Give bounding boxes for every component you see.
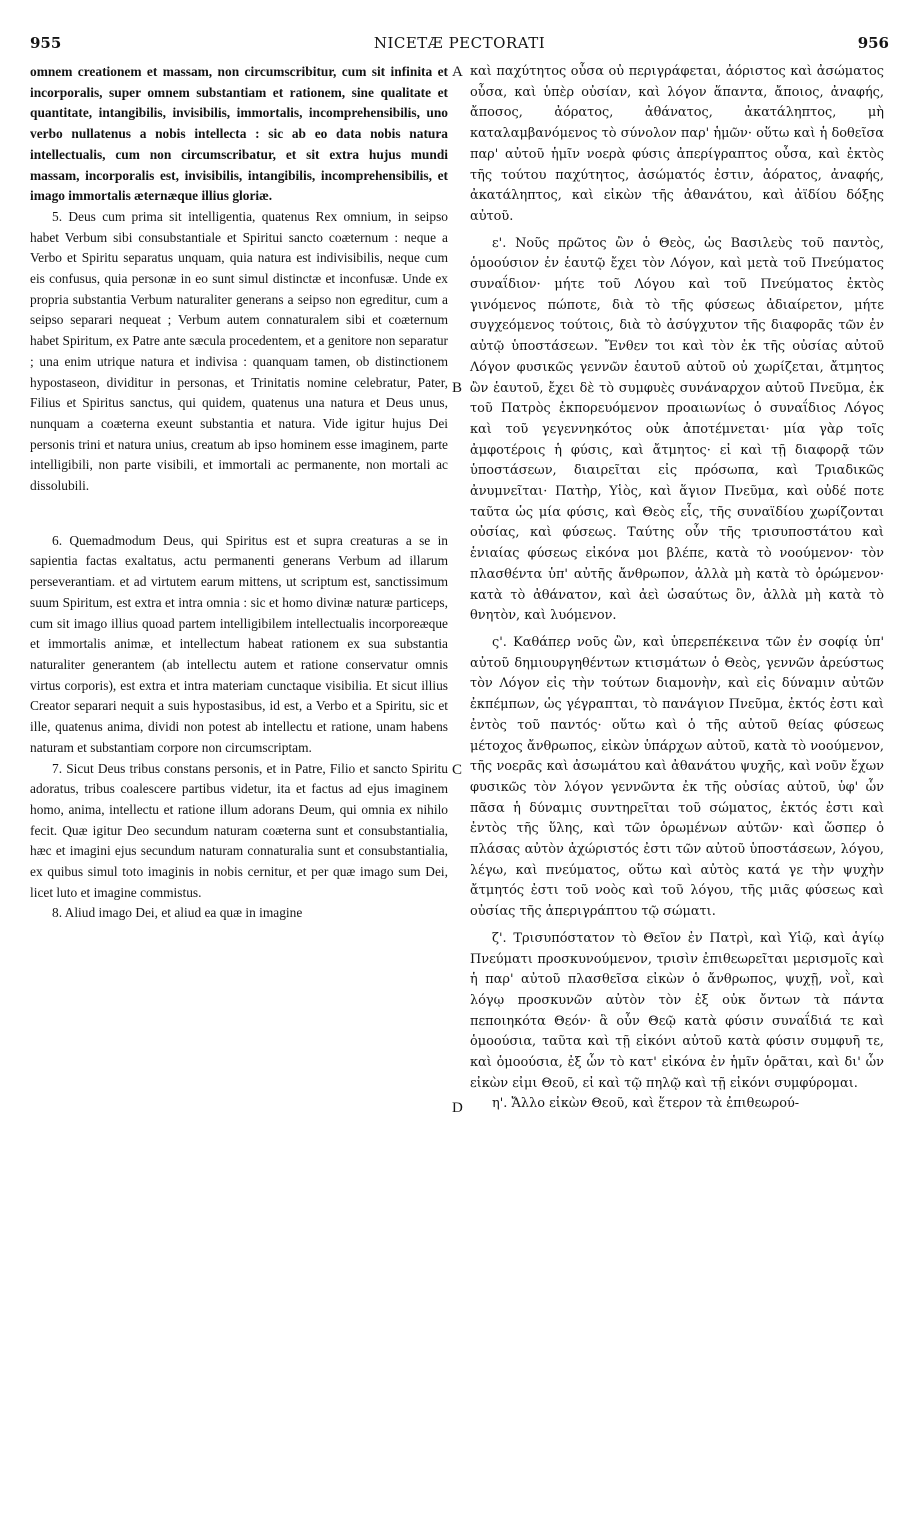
- latin-paragraph-7: 7. Sicut Deus tribus constans personis, et in Patre, Filio et sancto Spiritu adoratus, tribus coalescere partibus videtur, ita et factus ad ejus imaginem homo, anima, intellectu et ratione illum adorans Deum, qui omnia ex nihilo fecit. Quæ igitur Deo secundum naturam coæterna sunt et consubstantialia, hæc et imagini ejus secundum naturam connaturalia sunt et consubstantialia, ex quibus simul toto imaginis in nobis cernitur, et per quæ imago sum Dei, licet luto et imagine commistus.: [30, 760, 448, 900]
- latin-paragraph-8: 8. Aliud imago Dei, et aliud ea quæ in imagine: [52, 905, 303, 921]
- latin-column: [30, 62, 448, 924]
- running-title: NICETÆ PECTORATI: [373, 34, 546, 52]
- page-number-right: 956: [857, 34, 889, 52]
- margin-marker-d: D: [452, 1100, 463, 1116]
- margin-marker-c: C: [452, 762, 463, 778]
- greek-paragraph-7: ζ'. Τρισυπόστατον τὸ Θεῖον ἐν Πατρὶ, καὶ Υἱῷ, καὶ ἁγίῳ Πνεύματι προσκυνούμενον, τρισὶν ἐπιθεωρεῖται μερισμοῖς καὶ ἡ παρ' αὐτοῦ πλασθεῖσα εἰκὼν ὁ ἄνθρωπος, ψυχῇ, νοῒ, καὶ λόγῳ προσκυνῶν αὐτὸν τὸν ἐξ οὐκ ὄντων τὰ πάντα πεποιηκότα Θεόν· ἃ οὖν Θεῷ κατὰ φύσιν συναΐδιά τε καὶ ὁμοούσια, ταῦτα καὶ τῇ εἰκόνι αὐτοῦ κατὰ φύσιν συμφυῆ τε, καὶ ὁμοούσια, ἐξ ὧν τὸ κατ' εἰκόνα ἐν ἡμῖν ὁρᾶται, καὶ δι' ὧν εἰκὼν εἰμι Θεοῦ, εἰ καὶ τῷ πηλῷ καὶ τῇ εἰκόνι συμφύρομαι.: [470, 930, 884, 1091]
- latin-paragraph-5: 5. Deus cum prima sit intelligentia, quatenus Rex omnium, in seipso habet Verbum sibi consubstantiale et Spiritui sancto coæternum : neque a Verbo et Spiritu separatus unquam, quia natura est indivisibilis, neque cum eis confusus, quia personæ in eo sunt simul distinctæ et inconfusæ. Unde ex propria substantia Verbum naturaliter generans a seipso non egreditur, cum a seipso separari nequeat ; Verbum autem connaturalem sibi et coæternum habet Spiritum, ex Patre ante sæcula procedentem, et a genitore non separatur ; una enim utrique natura et indivisa : quanquam tamen, ob distinctionem hypostaseon, dividitur in personas, et Trinitatis nomine celebratur, Pater, Filius et Spiritus sanctus, qui quidem, quatenus una natura et Deus unus, nunquam a coæterna exeunt substantia et natura. Vide igitur hujus Dei personis trini et natura unius, creatum ab ipso hominem esse imaginem, parte intelligibili, non parte visibili, et immortali ac permanente, non mortali ac dissolubili.: [30, 208, 448, 494]
- greek-column: [470, 62, 884, 1115]
- margin-marker-a: A: [452, 64, 463, 80]
- greek-paragraph-5: ε'. Νοῦς πρῶτος ὢν ὁ Θεὸς, ὡς Βασιλεὺς τοῦ παντὸς, ὁμοούσιον ἐν ἑαυτῷ ἔχει τὸν Λόγον, καὶ μετὰ τοῦ Πνεύματος συναΐδιον· μήτε τοῦ Λόγου καὶ τοῦ Πνεύματος ἐκτὸς γινόμενος πώποτε, διὰ τὸ τῆς φύσεως ἀδιαίρετον, μήτε συγχεόμενος τούτοις, διὰ τὸ ἀσύγχυτον τῆς διαφορᾶς τῶν ἐν αὐτῷ ὑποστάσεων. Ἔνθεν τοι καὶ τὸν ἐκ τῆς οὐσίας αὐτοῦ Λόγον φυσικῶς γεννῶν ἑαυτοῦ αὐτοῦ οὐ χωρίζεται, ἄτμητος ὢν ἑαυτοῦ, ἔχει δὲ τὸ συμφυὲς συνάναρχον αὐτοῦ Πνεῦμα, ἐκ τοῦ Πατρὸς ἐκπορευόμενον προαιωνίως ὁ συναΐδιος Λόγος καὶ τοῦ γεγεννηκότος οὐκ ἀποτέμνεται· μία γὰρ τοῖς ἀμφοτέροις ἡ φύσις, καὶ ἄτμητος· εἰ καὶ τῇ διαφορᾷ τῶν ὑποστάσεων, διαιρεῖται εἰς πρόσωπα, καὶ Τριαδικῶς ἀνυμνεῖται· Πατὴρ, Υἱὸς, καὶ ἅγιον Πνεῦμα, καὶ οὐδέ ποτε ταῦτα ὡς μία φύσις, καὶ Θεὸς εἷς, τῆς συναϊδίου χωρίζονται οὐσίας, καὶ φύσεως. Ταύτης οὖν τῆς τρισυποστάτου καὶ ἑνιαίας φύσεως εἰκόνα μοι βλέπε, κατὰ τὸ νοούμενον· τὸν πλασθέντα ὑπ' αὐτῆς ἄνθρωπον, ἀλλὰ μὴ κατὰ τὸ ὁρώμενον· κατὰ τὸ ἀθάνατον, καὶ ἀεὶ ὡσαύτως ὂν, ἀλλὰ μὴ κατὰ τὸ θνητὸν, καὶ λυόμενον.: [470, 235, 884, 624]
- latin-paragraph-6: 6. Quemadmodum Deus, qui Spiritus est et supra creaturas a se in sapientia factas exaltatus, actu permanenti generans Verbum ad illarum perseverantiam. et ad virtutem earum mittens, ut scriptum est, sanctissimum suum Spiritum, est extra et intra omnia : sic et homo divinæ naturæ particeps, cum sit imago illius quoad partem intelligibilem intellectualis incorporeæque et immortalis animæ, et intellectum habeat rationem ex sua substantia naturaliter generantem (ab intellectu autem et ratione conservatur omnis virtus corporis), est extra et intra materiam cunctaque visibilia. Et sicut illius Creator separari nequit a suis hypostasibus, id est, a Verbo et a Spiritu, sic et ille, quatenus anima, dividi non potest ab intellectu et ratione, unam habens naturam et substantiam corpore non circumscriptam.: [30, 532, 448, 755]
- margin-marker-b: B: [452, 380, 463, 396]
- greek-paragraph-6: ς'. Καθάπερ νοῦς ὢν, καὶ ὑπερεπέκεινα τῶν ἐν σοφίᾳ ὑπ' αὐτοῦ δημιουργηθέντων κτισμάτων ὁ Θεὸς, γεννῶν ἀρεύστως τὸν Λόγον εἰς τὴν τούτων διαμονὴν, καὶ εἰς δύναμιν αὐτῶν ἐκπέμπων, ὡς γέγραπται, τὸ πανάγιον Πνεῦμα, ἐκτός ἐστι καὶ ἐντὸς τοῦ παντός· οὕτω καὶ ὁ τῆς αὐτοῦ θείας φύσεως μέτοχος ἄνθρωπος, εἰκὼν ὑπάρχων αὐτοῦ, κατὰ τὸ νοούμενον, τῆς νοερᾶς καὶ ἀσωμάτου καὶ ἀθανάτου ψυχῆς, καὶ νοῦν ἔχων φυσικῶς τὸν λόγον γεννῶντα ἐκ τῆς οὐσίας αὐτοῦ, ὑφ' ὧν πᾶσα ἡ δύναμις συντηρεῖται τοῦ σώματος, ἐκτός ἐστι καὶ ἐντὸς τῆς ὕλης, καὶ τῶν ὁρωμένων αὐτῶν· καὶ ὥσπερ ὁ πλάσας αὐτὸν ἀχώριστός ἐστι τῶν αὐτοῦ ὑποστάσεων, λόγου, λέγω, καὶ πνεύματος, οὕτω καὶ αὐτὸς κατά γε τὴν ψυχὴν ἄτμητός ἐστι τοῦ νοὸς καὶ τοῦ λόγου, τῆς μιᾶς φύσεως καὶ οὐσίας τῆς ἀπεριγράπτου τῷ σώματι.: [470, 634, 884, 920]
- page-header: [30, 34, 889, 58]
- greek-paragraph-8: η'. Ἄλλο εἰκὼν Θεοῦ, καὶ ἕτερον τὰ ἐπιθεωρού-: [492, 1096, 800, 1112]
- greek-paragraph-continuation: καὶ παχύτητος οὖσα οὐ περιγράφεται, ἀόριστος καὶ ἀσώματος οὖσα, καὶ ὑπὲρ οὐσίαν, καὶ λόγον ἅπαντα, ἄποιος, ἀναφής, ἄποσος, ἀόρατος, ἀθάνατος, ἀκατάληπτος, μὴ καταλαμβανόμενος τὸ σύνολον παρ' ἡμῶν· οὕτω καὶ ἡ δοθεῖσα παρ' αὐτοῦ ἡμῖν νοερὰ φύσις ἀπερίγραπτος οὖσα, καὶ ἐκτὸς τῆς τούτου παχύτητος, ἀσώματός ἐστιν, ἀόρατος, ἀναφής, ἀκατάληπτος, καὶ εἰκὼν τῆς ἀθανάτου, καὶ ἀϊδίου δόξης αὐτοῦ.: [470, 64, 884, 224]
- latin-paragraph-continuation: omnem creationem et massam, non circumscribitur, cum sit infinita et incorporalis, super omnem substantiam et rationem, sine qualitate et quantitate, intangibilis, invisibilis, immortalis, incomprehensibilis, uno verbo nullatenus a nobis intellecta : sic ab eo data nobis natura intellectualis, cum non circumscribatur, et sit extra hujus mundi massam, incorporalis est, invisibilis, intangibilis, incomprehensibilis, et imago immortalis æternæque illius gloriæ.: [30, 64, 448, 204]
- page-number-left: 955: [30, 34, 62, 52]
